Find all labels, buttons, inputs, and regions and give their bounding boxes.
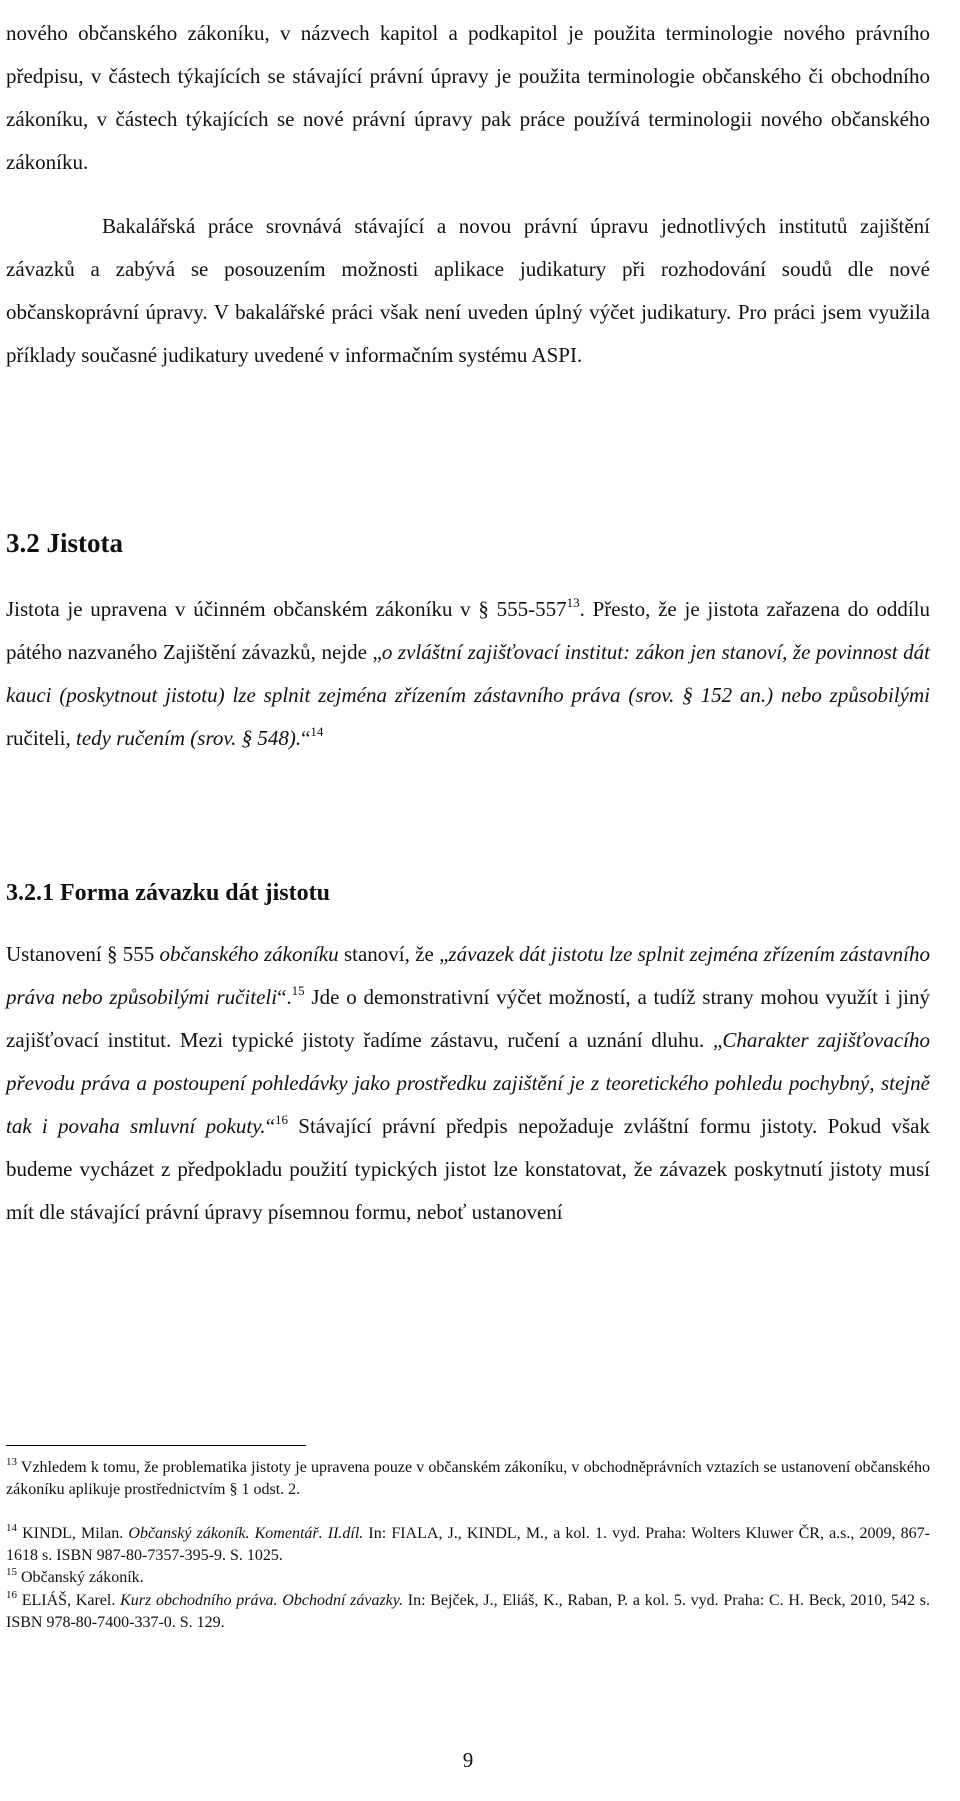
heading-3-2-1: 3.2.1 Forma závazku dát jistotu (6, 880, 330, 906)
footnote-ref-15[interactable]: 15 (291, 983, 305, 998)
paragraph-bakalarska-text: Bakalářská práce srovnává stávající a novou právní úpravu jednotlivých institutů zajištění závazků a zabývá se posouzením možnosti aplikace judikatury při rozhodování soudů dle nové občanskoprávní úpravy. V bakalářské práci však není uveden úplný výčet judikatury. Pro práci jsem využila příklady současné judikatury uvedené v informačním systému ASPI. (6, 214, 930, 367)
footnote-14: $^{14}$ KINDL, Milan. Občanský zákoník. Komentář. II.díl. In: FIALA, J., KINDL, M., a kol. 1. vyd. Praha: Wolters Kluwer ČR, a.s., 2009, 867-1618 s. ISBN 987-80-7357-395-9. S. 1025. (6, 1522, 930, 1564)
footnote-ref-13[interactable]: 13 (566, 595, 580, 610)
paragraph-jistota (6, 588, 930, 760)
footnote-ref-14[interactable]: 14 (310, 724, 324, 739)
paragraph-intro-text: nového občanského zákoníku, v názvech kapitol a podkapitol je použita terminologie nového právního předpisu, v částech týkajících se stávající právní úpravy je použita terminologie občanského či obchodního zákoníku, v částech týkajících se nové právní úpravy pak práce používá terminologii nového občanského zákoníku. (6, 21, 930, 174)
paragraph-jistota-text: Jistota je upravena v účinném občanském zákoníku v § $555-557^{13}$. Přesto, že je jistota zařazena do oddílu pátého nazvaného Zajištění závazků, nejde „o zvláštní zajišťovací institut: zákon jen stanoví, že povinnost dát kauci (poskytnout jistotu) lze splnit zejména zřízením zástavního práva (srov. § 152 an.) nebo způsobilými ručiteli, tedy ručením (srov. § 548).“$^{14}$ (6, 595, 931, 750)
footnote-separator (6, 1445, 306, 1446)
footnote-ref-16[interactable]: 16 (275, 1112, 289, 1127)
paragraph-forma (6, 933, 930, 1234)
footnote-16: $^{16}$ ELIÁŠ, Karel. Kurz obchodního práva. Obchodní závazky. In: Bejček, J., Eliáš, K., Raban, P. a kol. 5. vyd. Praha: C. H. Beck, 2010, 542 s. ISBN 978-80-7400-337-0. S. 129. (6, 1589, 931, 1631)
footnote-13: $^{13}$ Vzhledem k tomu, že problematika jistoty je upravena pouze v občanském zákoníku, v obchodněprávních vztazích se ustanovení občanského zákoníku aplikuje prostřednictvím § 1 odst. 2. (6, 1456, 930, 1498)
paragraph-intro (6, 12, 930, 184)
paragraph-bakalarska (6, 205, 930, 377)
heading-3-2: 3.2 Jistota (6, 528, 123, 558)
page-number: 9 (462, 1748, 474, 1772)
footnote-15: $^{15}$ Občanský zákoník. (6, 1566, 144, 1586)
paragraph-forma-text: Ustanovení § 555 občanského zákoníku stanoví, že „závazek dát jistotu lze splnit zejména zřízením zástavního práva nebo způsobilými ručiteli“.$^{15}$ Jde o demonstrativní výčet možností, a tudíž strany mohou využít i jiný zajišťovací institut. Mezi typické jistoty řadíme zástavu, ručení a uznání dluhu. „Charakter zajišťovacího převodu práva a postoupení pohledávky jako prostředku zajištění je z teoretického pohledu pochybný, stejně tak i povaha smluvní pokuty.“$^{16}$ Stávající právní předpis nepožaduje zvláštní formu jistoty. Pokud však budeme vycházet z předpokladu použití typických jistot lze konstatovat, že závazek poskytnutí jistoty musí mít dle stávající právní úpravy písemnou formu, neboť ustanovení (6, 942, 930, 1224)
